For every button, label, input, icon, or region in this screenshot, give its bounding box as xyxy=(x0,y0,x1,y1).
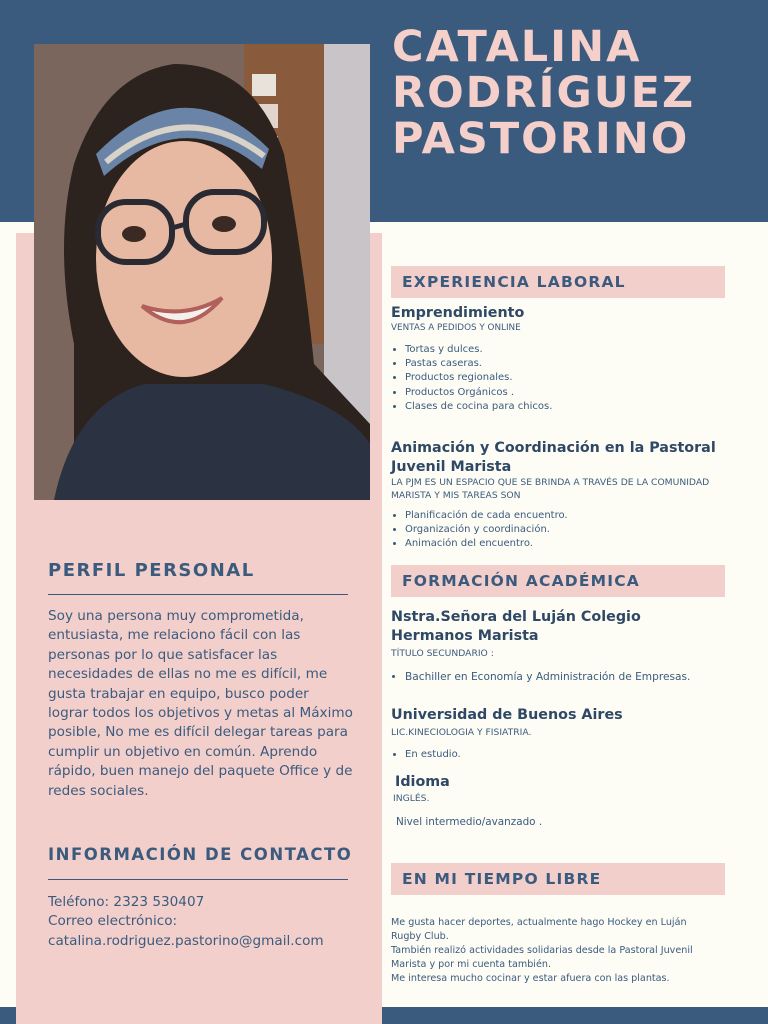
school-subtitle: LIC.KINECIOLOGIA Y FISIATRIA. xyxy=(391,727,532,738)
contacto-correo-label: Correo electrónico: xyxy=(48,913,178,930)
school-items xyxy=(391,670,690,684)
school-items xyxy=(391,748,461,762)
tiempo-libre-line: Me interesa mucho cocinar y estar afuera con las plantas. xyxy=(391,973,670,984)
formacion-heading: FORMACIÓN ACADÉMICA xyxy=(402,572,640,590)
contacto-heading: INFORMACIÓN DE CONTACTO xyxy=(48,845,353,864)
idioma-level: Nivel intermedio/avanzado . xyxy=(396,816,543,828)
job-subtitle: LA PJM ES UN ESPACIO QUE SE BRINDA A TRAVÉS DE LA COMUNIDAD MARISTA Y MIS TAREAS SON xyxy=(391,477,710,501)
list-item: • Bachiller en Economía y Administración de Empresas. xyxy=(405,670,690,684)
list-item: • Productos Orgánicos . xyxy=(405,386,552,400)
job-items xyxy=(391,343,552,414)
perfil-heading: PERFIL PERSONAL xyxy=(48,560,255,581)
idioma-title: Idioma xyxy=(395,774,450,790)
school-title: Nstra.Señora del Luján Colegio Hermanos Marista xyxy=(391,609,641,644)
job-title: Emprendimiento xyxy=(391,305,525,321)
tiempo-libre-line: Me gusta hacer deportes, actualmente hago Hockey en Luján Rugby Club. xyxy=(391,917,687,942)
profile-photo-illustration xyxy=(34,44,370,500)
formacion-heading-bar xyxy=(391,565,725,597)
job-subtitle: VENTAS A PEDIDOS Y ONLINE xyxy=(391,323,521,333)
experiencia-heading: EXPERIENCIA LABORAL xyxy=(402,273,626,291)
name-line-3: PASTORINO xyxy=(392,114,690,164)
contacto-telefono: Teléfono: 2323 530407 xyxy=(48,894,205,910)
school-subtitle: TÍTULO SECUNDARIO : xyxy=(391,648,494,659)
profile-photo xyxy=(34,44,370,500)
tiempo-libre-line: También realizó actividades solidarias desde la Pastoral Juvenil Marista y por mi cuenta también. xyxy=(391,945,693,970)
list-item: • Productos regionales. xyxy=(405,371,552,385)
contacto-correo[interactable]: catalina.rodriguez.pastorino@gmail.com xyxy=(48,932,324,949)
list-item: • Tortas y dulces. xyxy=(405,343,552,357)
contacto-divider xyxy=(48,879,348,880)
job-title: Animación y Coordinación en la Pastoral Juvenil Marista xyxy=(391,440,716,475)
name-line-2: RODRÍGUEZ xyxy=(392,68,696,118)
perfil-divider xyxy=(48,594,348,595)
experiencia-heading-bar xyxy=(391,266,725,298)
tiempo-libre-heading: EN MI TIEMPO LIBRE xyxy=(402,870,602,888)
perfil-text: Soy una persona muy comprometida, entusiasta, me relaciono fácil con las personas por lo que satisfacer las necesidades de ellas no me es difícil, me gusta trabajar en equipo, busco poder lograr todos los objetivos y metas al Máximo posible, No me es difícil delegar tareas para cumplir un objetivo en común. Aprendo rápido, buen manejo del paquete Office y de redes sociales. xyxy=(48,608,353,799)
person-name xyxy=(392,24,762,162)
idioma-subtitle: INGLÉS. xyxy=(393,793,430,804)
list-item: • Organización y coordinación. xyxy=(405,523,568,537)
list-item: • Planificación de cada encuentro. xyxy=(405,509,568,523)
tiempo-libre-text xyxy=(391,916,709,986)
school-title: Universidad de Buenos Aires xyxy=(391,707,623,723)
job-items xyxy=(391,509,568,552)
contacto-block xyxy=(48,893,353,951)
list-item: • En estudio. xyxy=(405,748,461,762)
tiempo-libre-heading-bar xyxy=(391,863,725,895)
name-line-1: CATALINA xyxy=(392,22,642,72)
list-item: • Animación del encuentro. xyxy=(405,537,568,551)
list-item: • Clases de cocina para chicos. xyxy=(405,400,552,414)
list-item: • Pastas caseras. xyxy=(405,357,552,371)
